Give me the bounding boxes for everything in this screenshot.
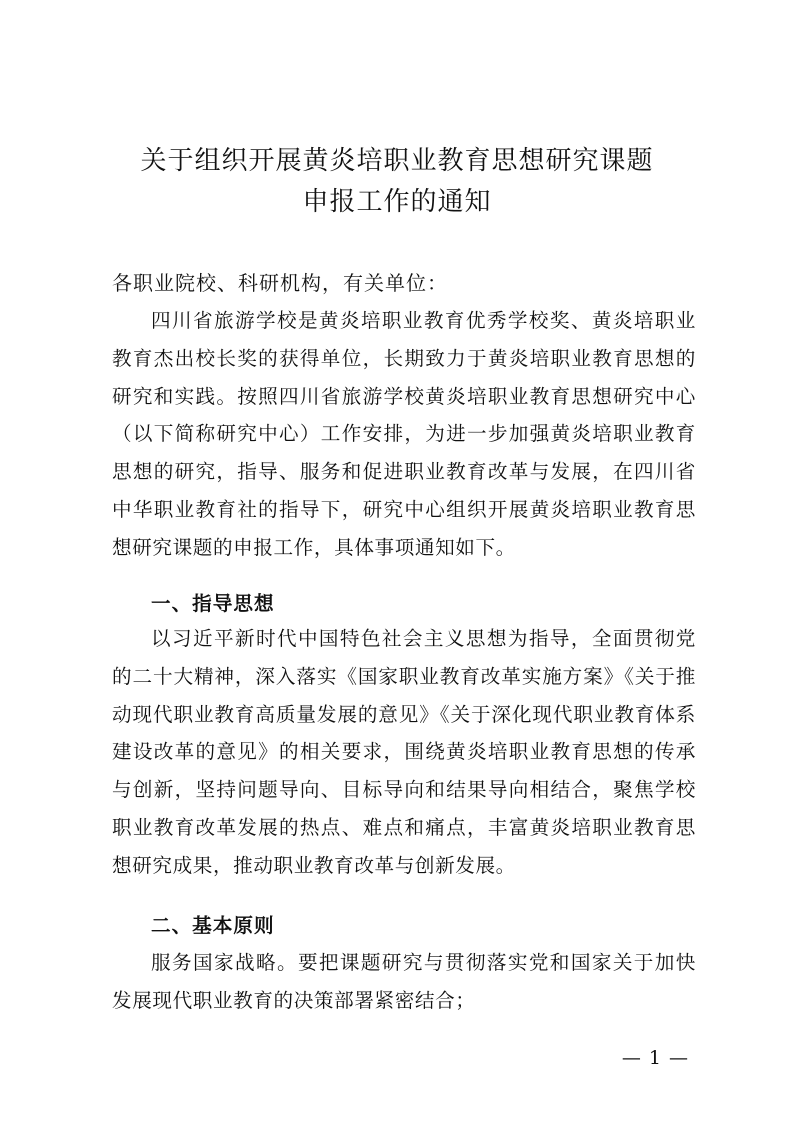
intro-paragraph: 四川省旅游学校是黄炎培职业教育优秀学校奖、黄炎培职业教育杰出校长奖的获得单位，长期致力于黄炎培职业教育思想的研究和实践。按照四川省旅游学校黄炎培职业教育思想研究中心（以下简称研究中心）工作安排，为进一步加强黄炎培职业教育思想的研究，指导、服务和促进职业教育改革与发展，在四川省中华职业教育社的指导下，研究中心组织开展黄炎培职业教育思想研究课题的申报工作，具体事项通知如下。 — [112, 309, 696, 559]
document-title-line-1: 关于组织开展黄炎培职业教育思想研究课题 — [140, 146, 654, 176]
basic-principles-paragraph: 服务国家战略。要把课题研究与贯彻落实党和国家关于加快发展现代职业教育的决策部署紧密结合； — [112, 951, 696, 1012]
page-number: — 1 — — [621, 1047, 689, 1069]
guiding-ideology-paragraph: 以习近平新时代中国特色社会主义思想为指导，全面贯彻党的二十大精神，深入落实《国家职业教育改革实施方案》《关于推动现代职业教育高质量发展的意见》《关于深化现代职业教育体系建设改革的意见》的相关要求，围绕黄炎培职业教育思想的传承与创新，坚持问题导向、目标导向和结果导向相结合，聚焦学校职业教育改革发展的热点、难点和痛点，丰富黄炎培职业教育思想研究成果，推动职业教育改革与创新发展。 — [112, 627, 696, 877]
salutation: 各职业院校、科研机构，有关单位： — [112, 271, 448, 295]
section-heading-guiding-ideology: 一、指导思想 — [151, 592, 275, 615]
document-title-line-2: 申报工作的通知 — [302, 187, 492, 217]
section-heading-basic-principles: 二、基本原则 — [151, 914, 275, 937]
